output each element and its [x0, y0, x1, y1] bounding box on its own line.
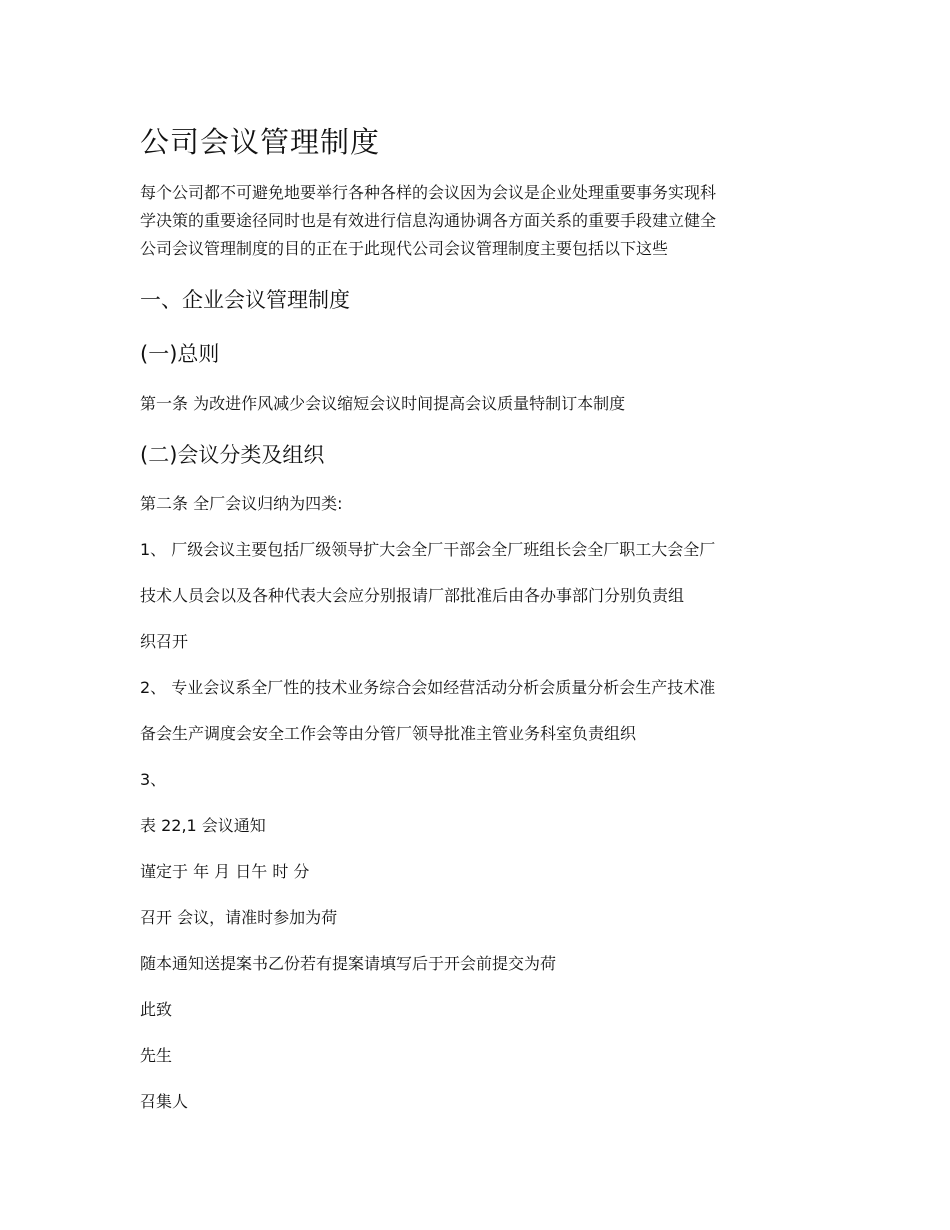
notice-line: 谨定于 年 月 日午 时 分: [140, 862, 310, 881]
article-two: 第二条 全厂会议归纳为四类:: [140, 494, 343, 513]
item-two-line: 备会生产调度会安全工作会等由分管厂领导批准主管业务科室负责组织: [140, 724, 637, 743]
item-three-line: 3、: [140, 770, 167, 789]
intro-line: 学决策的重要途径同时也是有效进行信息沟通协调各方面关系的重要手段建立健全: [140, 211, 717, 230]
article-one: 第一条 为改进作风减少会议缩短会议时间提高会议质量特制订本制度: [140, 394, 626, 413]
notice-line: 召开 会议，请准时参加为荷: [140, 908, 338, 927]
document-title: 公司会议管理制度: [140, 125, 381, 159]
notice-line: 此致: [140, 1000, 173, 1019]
item-one-line: 织召开: [140, 632, 189, 651]
notice-line: 随本通知送提案书乙份若有提案请填写后于开会前提交为荷: [140, 954, 557, 973]
intro-paragraph: [140, 179, 810, 263]
item-two-line: 2、 专业会议系全厂性的技术业务综合会如经营活动分析会质量分析会生产技术准: [140, 678, 716, 697]
table-caption: 表 22,1 会议通知: [140, 816, 266, 835]
intro-line: 每个公司都不可避免地要举行各种各样的会议因为会议是企业处理重要事务实现科: [140, 183, 717, 202]
item-one-line: 技术人员会以及各种代表大会应分别报请厂部批准后由各办事部门分别负责组: [140, 586, 685, 605]
subsection-heading-classification: (二)会议分类及组织: [140, 443, 325, 467]
item-one-line: 1、 厂级会议主要包括厂级领导扩大会全厂干部会全厂班组长会全厂职工大会全厂: [140, 540, 716, 559]
notice-line: 先生: [140, 1046, 173, 1065]
notice-line: 召集人: [140, 1092, 189, 1111]
section-heading: 一、企业会议管理制度: [140, 288, 350, 312]
intro-line: 公司会议管理制度的目的正在于此现代公司会议管理制度主要包括以下这些: [140, 239, 669, 258]
subsection-heading-general: (一)总则: [140, 342, 220, 366]
